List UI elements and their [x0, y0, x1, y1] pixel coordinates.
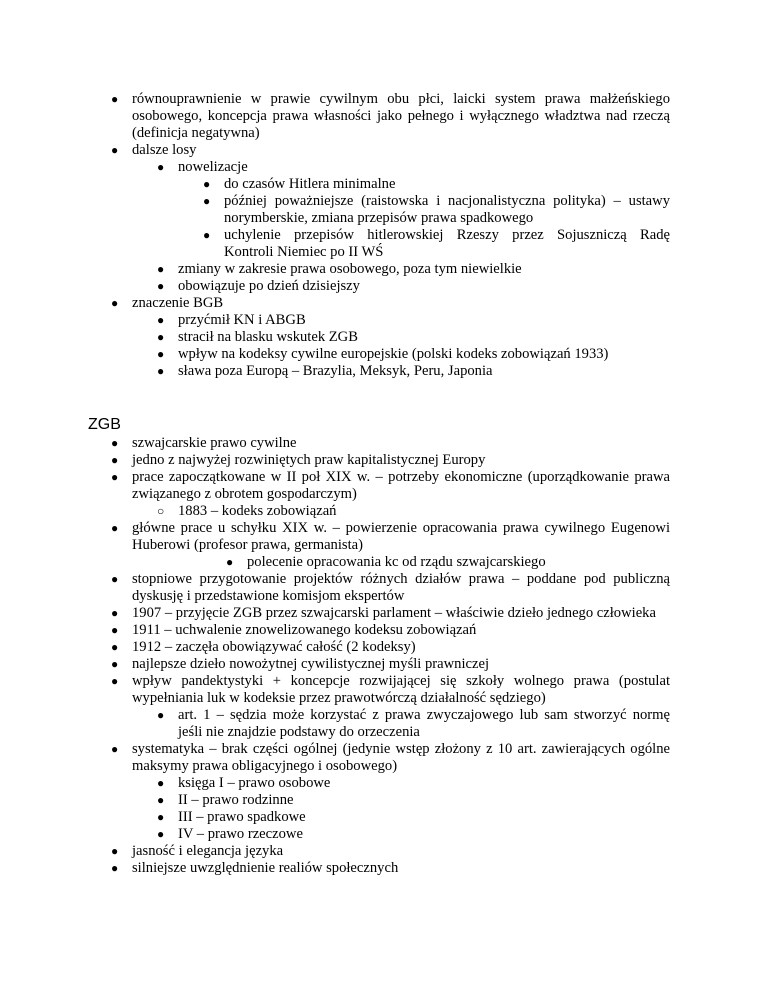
text-line: później poważniejsze (raistowska i nacjonalistyczna polityka) – ustawy — [224, 193, 670, 209]
text-line: Kontroli Niemiec po II WŚ — [224, 244, 384, 260]
bullet-filled: ● — [157, 262, 165, 276]
section-heading: ZGB — [88, 416, 121, 433]
text-line: stracił na blasku wskutek ZGB — [178, 329, 358, 345]
text-line: prace zapoczątkowane w II poł XIX w. – potrzeby ekonomiczne (uporządkowanie prawa — [132, 469, 670, 485]
bullet-filled: ● — [111, 572, 119, 586]
text-line: IV – prawo rzeczowe — [178, 826, 303, 842]
bullet-filled: ● — [157, 160, 165, 174]
text-line: sława poza Europą – Brazylia, Meksyk, Peru, Japonia — [178, 363, 493, 379]
text-line: księga I – prawo osobowe — [178, 775, 331, 791]
text-line: obowiązuje po dzień dzisiejszy — [178, 278, 360, 294]
bullet-filled: ● — [111, 844, 119, 858]
text-line: szwajcarskie prawo cywilne — [132, 435, 297, 451]
text-line: uchylenie przepisów hitlerowskiej Rzeszy przez Sojuszniczą Radę — [224, 227, 670, 243]
text-line: jedno z najwyżej rozwiniętych praw kapitalistycznej Europy — [132, 452, 486, 468]
text-line: równouprawnienie w prawie cywilnym obu płci, laicki system prawa małżeńskiego — [132, 91, 670, 107]
text-line: art. 1 – sędzia może korzystać z prawa zwyczajowego lub sam stworzyć normę — [178, 707, 670, 723]
bullet-filled: ● — [203, 194, 211, 208]
text-line: dalsze losy — [132, 142, 197, 158]
bullet-filled: ● — [111, 143, 119, 157]
bullet-filled: ● — [157, 347, 165, 361]
bullet-filled: ● — [203, 177, 211, 191]
bullet-filled: ● — [157, 364, 165, 378]
bullet-filled: ● — [111, 470, 119, 484]
bullet-filled: ● — [157, 313, 165, 327]
text-line: systematyka – brak części ogólnej (jedynie wstęp złożony z 10 art. zawierających ogólne — [132, 741, 670, 757]
bullet-filled: ● — [111, 92, 119, 106]
text-line: II – prawo rodzinne — [178, 792, 294, 808]
text-line: dyskusję i przedstawione komisjom ekspertów — [132, 588, 405, 604]
bullet-filled: ● — [157, 776, 165, 790]
text-line: wypełniania luk w kodeksie przez prawotwórczą działalność sędziego) — [132, 690, 546, 706]
bullet-filled: ● — [157, 708, 165, 722]
text-line: maksymy prawa obligacyjnego i osobowego) — [132, 758, 398, 774]
bullet-filled: ● — [157, 330, 165, 344]
text-line: silniejsze uwzględnienie realiów społecznych — [132, 860, 399, 876]
bullet-filled: ● — [111, 657, 119, 671]
text-line: główne prace u schyłku XIX w. – powierzenie opracowania prawa cywilnego Eugenowi — [132, 520, 670, 536]
text-line: przyćmił KN i ABGB — [178, 312, 306, 328]
text-line: 1912 – zaczęła obowiązywać całość (2 kodeksy) — [132, 639, 416, 655]
text-line: najlepsze dzieło nowożytnej cywilistycznej myśli prawniczej — [132, 656, 490, 672]
text-line: Huberowi (profesor prawa, germanista) — [132, 537, 363, 553]
bullet-filled: ● — [111, 521, 119, 535]
bullet-filled: ● — [111, 623, 119, 637]
text-line: stopniowe przygotowanie projektów różnych działów prawa – poddane pod publiczną — [132, 571, 670, 587]
text-line: do czasów Hitlera minimalne — [224, 176, 396, 192]
text-line: polecenie opracowania kc od rządu szwajcarskiego — [247, 554, 546, 570]
bullet-filled: ● — [157, 279, 165, 293]
text-line: zmiany w zakresie prawa osobowego, poza tym niewielkie — [178, 261, 522, 277]
text-line: wpływ na kodeksy cywilne europejskie (polski kodeks zobowiązań 1933) — [178, 346, 609, 362]
text-line: nowelizacje — [178, 159, 248, 175]
text-line: osobowego, koncepcja prawa własności jako pełnego i wyłącznego władztwa nad rzeczą — [132, 108, 670, 124]
bullet-filled: ● — [157, 827, 165, 841]
bullet-filled: ● — [111, 453, 119, 467]
text-line: 1883 – kodeks zobowiązań — [178, 503, 337, 519]
text-line: jeśli nie znajdzie podstawy do orzeczenia — [178, 724, 420, 740]
text-line: jasność i elegancja języka — [132, 843, 284, 859]
bullet-filled: ● — [111, 861, 119, 875]
bullet-filled: ● — [111, 742, 119, 756]
bullet-filled: ● — [111, 436, 119, 450]
bullet-filled: ● — [111, 606, 119, 620]
text-line: III – prawo spadkowe — [178, 809, 306, 825]
bullet-filled: ● — [111, 640, 119, 654]
bullet-filled: ● — [203, 228, 211, 242]
text-line: znaczenie BGB — [132, 295, 224, 311]
text-line: związanego z obrotem gospodarczym) — [132, 486, 357, 502]
bullet-filled: ● — [111, 674, 119, 688]
text-line: norymberskie, zmiana przepisów prawa spadkowego — [224, 210, 534, 226]
text-line: 1911 – uchwalenie znowelizowanego kodeksu zobowiązań — [132, 622, 477, 638]
bullet-filled: ● — [157, 793, 165, 807]
bullet-filled: ● — [157, 810, 165, 824]
bullet-filled: ● — [226, 555, 234, 569]
text-line: (definicja negatywna) — [132, 125, 260, 141]
text-line: wpływ pandektystyki + koncepcje rozwijającej się szkoły wolnego prawa (postulat — [132, 673, 670, 689]
bullet-filled: ● — [111, 296, 119, 310]
text-line: 1907 – przyjęcie ZGB przez szwajcarski parlament – właściwie dzieło jednego człowieka — [132, 605, 656, 621]
bullet-hollow: ○ — [157, 504, 165, 518]
